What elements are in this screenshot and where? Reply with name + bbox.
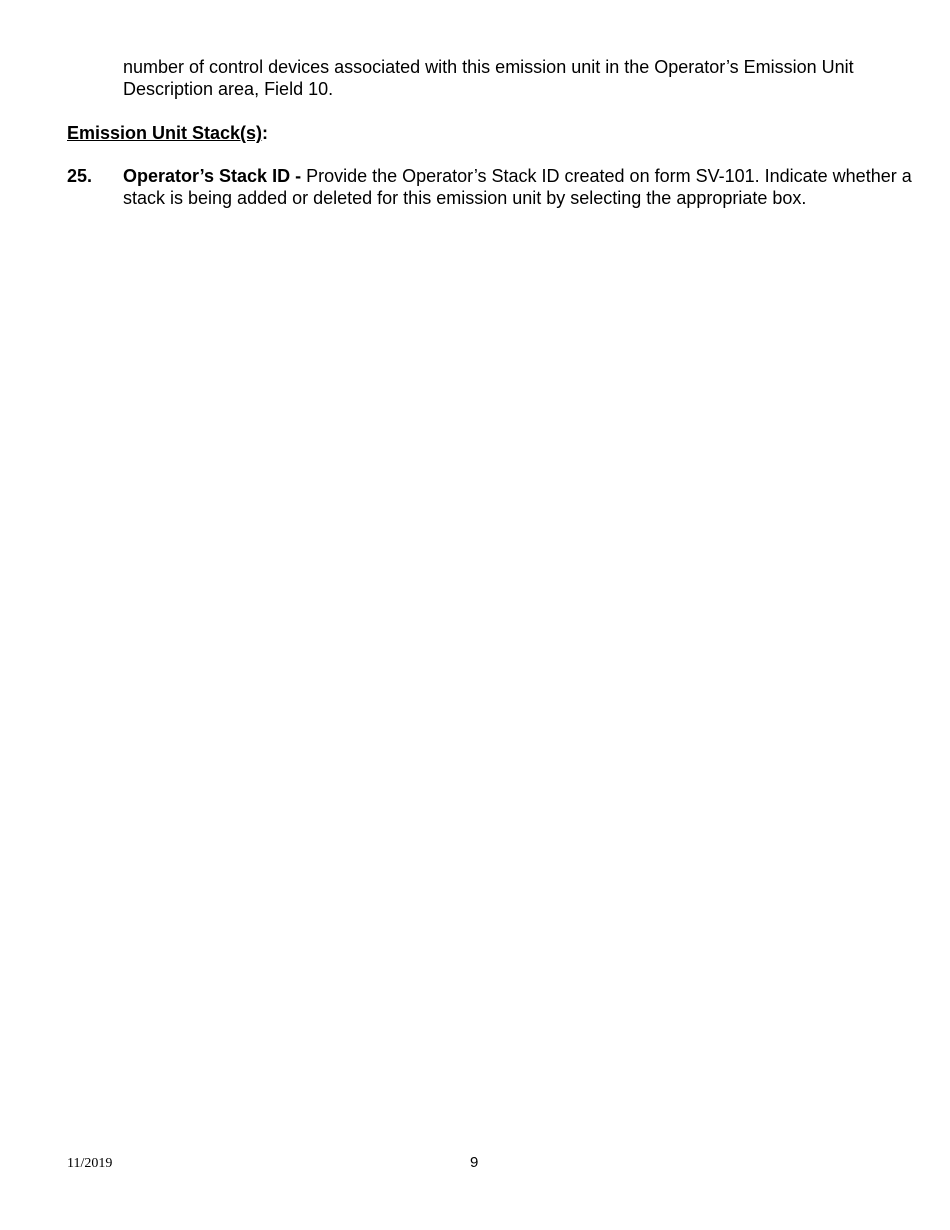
continuation-paragraph: number of control devices associated with this emission unit in the Operator’s Emission Unit Description area, Field 10. [123,57,854,99]
item-title: Operator’s Stack ID - [123,166,302,186]
section-heading-text: Emission Unit Stack(s) [67,123,263,143]
section-heading [67,122,268,144]
item-number: 25. [67,166,93,186]
item-body [123,165,913,209]
item-text: Provide the Operator’s Stack ID created on form SV-101. Indicate whether a stack is being added or deleted for this emission unit by selecting the appropriate box. [123,166,912,208]
section-heading-colon: : [262,123,269,143]
footer-page-number: 9 [470,1154,479,1171]
footer-date: 11/2019 [67,1156,113,1171]
instruction-item-25 [67,165,913,209]
